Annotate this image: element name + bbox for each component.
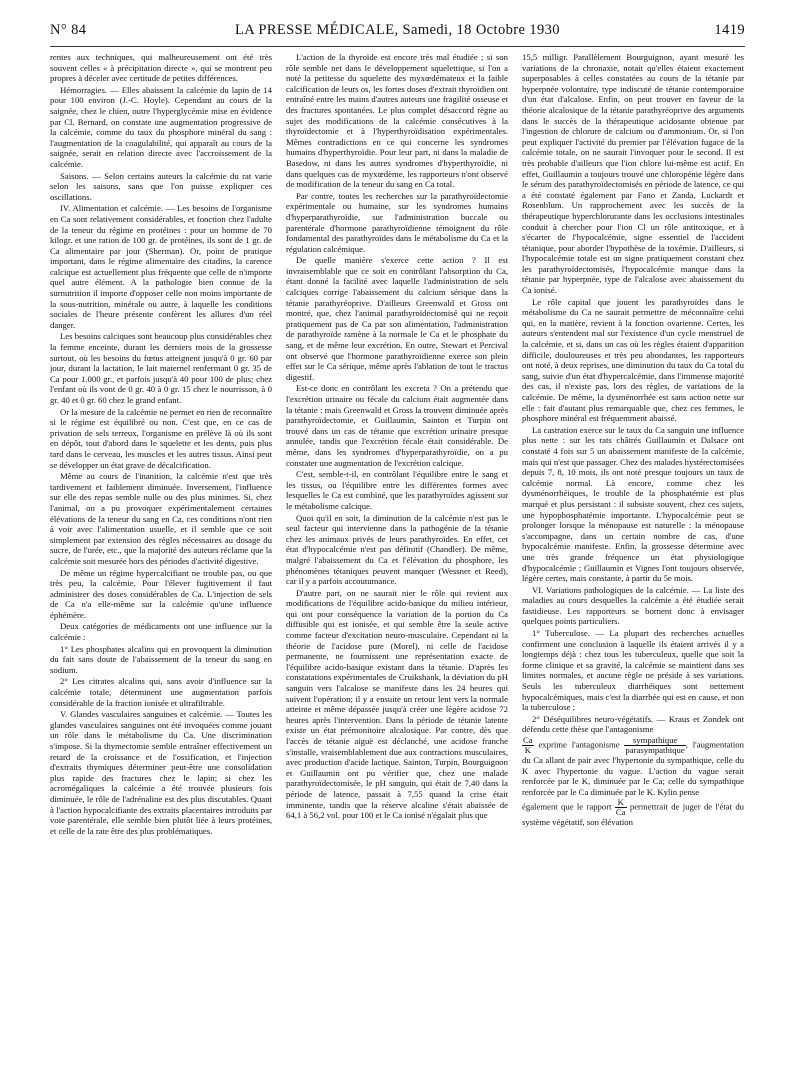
paragraph: C'est, semble-t-il, en contrôlant l'équilibre entre le sang et les tissus, ou l'équilibre entre les différentes formes avec lesquelles le Ca est combiné, que les parathyroïdes agissent sur le métabolisme calcique. — [286, 469, 508, 511]
running-header — [50, 22, 745, 44]
paragraph-tuberculose: 1° Tuberculose. — La plupart des recherches actuelles confirment une conclusion à laquelle ils étaient arrivés il y a longtemps déjà : chez tous les tuberculeux, quelle que soit la forme clinique et sa gravité, la calcémie se maintient dans ses limites normales, et aucune règle ne préside à ses variations. Seuls les tuberculeux diarrhéiques sont nettement hypocalcémiques, mais c'est la diarrhée qui est en cause, et non la tuberculose ; — [522, 628, 744, 713]
paragraph: Le rôle capital que jouent les parathyroïdes dans le métabolisme du Ca ne saurait permettre de méconnaître celui qui, en la matière, revient à la fonction ovarienne. Certes, les auteurs s'entendent mal sur l'existence d'un cycle menstruel de la calcémie, et si, dans un cas où les règles étaient d'apparition difficile, douloureuses et très peu abondantes, les rapporteurs ont noté, à deux reprises, une diminution du taux du Ca total du sang, suivie d'un état d'hypercalcémie, dans l'immense majorité des cas, il n'existe pas, lors des règles, de variations de la calcémie. De même, la dysménorrhée est sans action nette sur elle : fait d'autant plus remarquable que, chez ces femmes, le phosphore minéral est fréquemment abaissé. — [522, 296, 744, 424]
paragraph: Les besoins calciques sont beaucoup plus considérables chez la femme enceinte, durant les derniers mois de la grossesse surtout, où les besoins du fœtus atteignent jusqu'à 0 gr. 60 par jour, durant la lactation, le lait maternel renfermant 0 gr. 35 de Ca pour 1.000 gr., et parfois jusqu'à 40 pour 100 de plus; chez l'enfant où ils vont de 0 gr. 40 à 0 gr. 15 chez le nourrisson, à 0 gr. 40 et 0 gr. 60 chez le grand enfant. — [50, 331, 272, 405]
paragraph: De même un régime hypercalcifiant ne trouble pas, ou que très peu, la calcémie. Pour l'élever fugitivement il faut administrer des doses considérables de Ca. L'injection de sels de Ca n'a elle-même sur la calcémie qu'une influence éphémère. — [50, 567, 272, 620]
fraction-sympathique: $\frac{\text{sympathique}}{\text{parasympathique}}$ — [625, 735, 685, 755]
paragraph: Or la mesure de la calcémie ne permet en rien de reconnaître si le régime est équilibré ou non. C'est que, en ce cas de privation de sels terreux, l'organisme en prélève là où ils sont en dépôt, tout d'abord dans le squelette et les dents, puis plus tard dans le cerveau, les muscles et les autres tissus. Ainsi peut se développer un état grave de décalcification. — [50, 406, 272, 470]
formula-text: exprime l'antagonisme — [538, 739, 620, 750]
paragraph: Deux catégories de médicaments ont une influence sur la calcémie : — [50, 621, 272, 643]
issue-number: N° 84 — [50, 22, 87, 38]
section-vi-variations: VI. Variations pathologiques de la calcémie. — La liste des maladies au cours desquelles la calcémie a été étudiée serait fastidieuse. Les rapporteurs se bornent donc à envisager quelques points particuliers. — [522, 584, 744, 627]
paragraph: De quelle manière s'exerce cette action ? Il est invraisemblable que ce soit en contrôlant l'absorption du Ca, étant donné la facilité avec laquelle l'administration de sels calciques corrige l'abaissement du calcium sérique dans la tétanie parathyréoprive. D'ailleurs Greenwald et Gross ont montré, que, chez l'animal parathyroïdectomisé qui ne reçoit pratiquement pas de Ca par son alimentation, l'administration de parathyroïde ramène à la normale le Ca et le phosphate du sang, et de même leur excrétion. En outre, Stewart et Percival ont observé que l'hormone parathyroïdienne exerce son plein effet sur le Ca sérique, même après l'ablation de tout le tractus digestif. — [286, 255, 508, 382]
journal-title: LA PRESSE MÉDICALE, Samedi, 18 Octobre 1930 — [235, 22, 560, 38]
formula-paragraph — [522, 736, 744, 797]
paragraph: Est-ce donc en contrôlant les excreta ? On a prétendu que l'excrétion urinaire ou fécale du calcium était augmentée dans la tétanie : mais Greenwald et Gross la trouvent diminuée après parathyroïdectomie, et Guillaumin, Sainton et Turpin ont trouvé dans un cas de tétanie que excrétion urinaire presque annulée, tandis que l'excrétion fécale était considérable. De même, dans les syndromes d'hyperparathyroïdie, on a pu constater une augmentation de l'excrétion calcique. — [286, 383, 508, 468]
header-rule — [50, 46, 745, 47]
paragraph: rentes aux techniques, qui malheureusement ont été très souvent celles « à précipitation directe », qui se montrent peu propres à déceler avec certitude de petites différences. — [50, 52, 272, 84]
paragraph-desequilibres: 2° Déséquilibres neuro-végétatifs. — Kraus et Zondek ont défendu cette thèse que l'antagonisme — [522, 713, 744, 735]
formula-text: , l'augmentation du Ca allant de pair avec l'hypertonie du sympathique, celle du K avec l'hypertonie du vague. L'action du vague serait renforcée par le K, diminuée par le Ca; celle du sympathique renforcée par le Ca diminuée par le K. Kylin pense — [522, 739, 744, 797]
formula-text: également que le rapport — [522, 801, 612, 812]
fraction-k-ca: $\frac{K}{Ca}$ — [615, 797, 626, 818]
column-3 — [522, 52, 744, 1072]
paragraph: Par contre, toutes les recherches sur la parathyroïdectomie expérimentale ou humaine, sur les syndromes humains d'hyperparathyroïdie, sur l'administration buccale ou parentérale d'hormone parathyroïdienne témoignent du rôle fondamental des parathyroïdes dans le métabolisme du Ca et la régulation calcémique. — [286, 190, 508, 254]
formula-paragraph — [522, 798, 744, 828]
paragraph-thyroide: L'action de la thyroïde est encore très mal étudiée ; si son rôle semble net dans le développement squelettique, si l'on a noté la petitesse du squelette des myxœdémateux et la faible calcification de leurs os, les fortes doses d'extrait thyroïdien ont entraîné entre les mains d'autres auteurs une fragilité osseuse et des fractures spontanées. Le plus complet désaccord règne au sujet des modifications de la calcémie consécutives à la thyroïdectomie et à l'hyperthyroïdisation expérimentales. Mêmes contradictions en ce qui concerne les syndromes humains d'hyperthyroïdie. Pour leur part, ni dans la maladie de Basedow, ni dans les autres syndromes d'hyperthyroïdie, ni dans quelques cas de myxœdème, les rapporteurs n'ont observé de modification de la teneur du sang en Ca total. — [286, 52, 508, 190]
column-2 — [286, 52, 508, 1072]
column-1 — [50, 52, 272, 1072]
section-v-glandes: V. Glandes vasculaires sanguines et calcémie. — Toutes les glandes vasculaires sanguines ont été invoquées comme jouant un rôle dans le métabolisme du Ca. Une discrimination s'impose. Si la thymectomie semble entraîner effectivement un retard de la croissance et de l'ossification, et l'injection d'extraits thymiques déterminer peut-être une consolidation plus rapide des fractures chez le lapin; si chez les acromégaliques la calcémie a été trouvée plusieurs fois diminuée, le rôle de l'adrénaline est des plus discutables. Quant à l'action hypocalcifiante des extraits placentaires introduits par voie parentérale, elle semble bien plutôt liée à leurs protéines, et celle de la rate être des plus problématiques. — [50, 709, 272, 836]
list-item: 1° Les phosphates alcalins qui en provoquent la diminution du fait sans doute de l'abaissement de la teneur du sang en sodium. — [50, 643, 272, 675]
paragraph: La castration exerce sur le taux du Ca sanguin une influence plus nette : sur les rats châtrés Guillaumin et Dalsace ont constaté 4 fois sur 5 un abaissement manifeste de la calcémie, mais qui n'est que passager. Chez des malades hystérectomisées depuis 7, 8, 10 mois, ils ont noté presque toujours un taux de calcémie normal. Là encore, comme chez les dysménorrhéiques, le trouble de la phosphatémie est plus marqué et plus persistant : il subsiste souvent, chez ces sujets, une hypophosphatémie importante. L'hypocalcémie peut se prolonger lorsque la ménopause est naturelle : la ménopause s'accompagne, dans un certain nombre de cas, d'une hypocalcémie manifeste. Enfin, la grossesse détermine avec une très grande fréquence un état physiologique d'hypocalcémie ; Guillaumin et Vignes l'ont toujours observée, légère certes, mais constante, à partir du 5e mois. — [522, 424, 744, 584]
list-item: 2° Les citrates alcalins qui, sans avoir d'influence sur la calcémie totale, déterminent une augmentation parfois considérable de la fraction ionisée et ultrafiltrable. — [50, 676, 272, 708]
paragraph-hemorragies: Hémorragies. — Elles abaissent la calcémie du lapin de 14 pour 100 environ (J.-C. Hoyle). Cependant au cours de la saignée, chez le chien, outre l'hyperglycémie mise en évidence par Cl. Bernard, on constate une augmentation progressive de la calcémie, comme du taux du phosphore minéral du sang : l'augmentation de la coagulabilité, qui apparaît au cours de la saignée, serait en relation directe avec l'accroissement de la calcémie. — [50, 84, 272, 169]
paragraph: Même au cours de l'inanition, la calcémie n'est que très tardivement et faiblement diminuée. Inversement, l'influence sur elle des repas semble nulle ou des plus minimes. Si, chez l'animal, on a pu provoquer expérimentalement certaines élévations de la teneur du sang en Ca, ces conditions n'ont rien à voir avec l'alimentation usuelle, et il semble que ce soit simplement par extension des règles nécessaires au dosage du sucre, de l'urée, etc., que la majorité des auteurs réclame que la calcémie soit mesurée hors des périodes d'activité digestive. — [50, 471, 272, 566]
paragraph: Quoi qu'il en soit, la diminution de la calcémie n'est pas le seul facteur qui intervienne dans la pathogénie de la tétanie chez les animaux privés de leurs parathyroïdes. En effet, cet état d'hypocalcémie n'est pas définitif (Chandler). De même, malgré l'abaissement du Ca et l'élévation du phosphore, les phénomènes tétaniques peuvent manquer (Wessner et Reed), car il y a parfois accoutumance. — [286, 512, 508, 587]
page-number: 1419 — [714, 22, 745, 38]
paragraph-saisons: Saisons. — Selon certains auteurs la calcémie du rat varie selon les saisons, sans que l'on puisse expliquer ces oscillations. — [50, 170, 272, 202]
paragraph: 15,5 milligr. Parallèlement Bourguignon, ayant mesuré les variations de la chronaxie, notait qu'elles étaient exactement superposables à celles constatées au cours de la tétanie par hyperpnée volontaire, type indiscuté de tétanie contemporaine d'un état d'alcalose. Enfin, on peut trouver en faveur de la théorie alcalosique de la tétanie parathyréoprive des arguments dans le succès de la thérapeutique acidosante obtenue par l'ingestion de chlorure de calcium ou d'ammonium. Or, si l'on peut expliquer l'activité du premier par l'élévation fugace de la calcémie totale, on ne saurait l'invoquer pour le second. Il est très probable d'ailleurs que l'ion chlore lui-même est actif. En effet, Guillaumin a toujours trouvé une chloropénie légère dans le sérum des parathyroïdectomisés en période de latence, ce qui a été constaté également par Fano et Zanda, Luckardt et Rosenblum. Un rapprochement avec les succès de la thérapeutique hyperchlorurante dans les occlusions intestinales conduit à chercher pour l'ion Cl un rôle antitoxique, et à s'écarter de l'hypocalcémie, signe essentiel de l'accident tétanique, pour aborder l'hypothèse de la toxémie. D'ailleurs, si l'hypocalcémie totale est un signe pratiquement constant chez les parathyroïdectomisés, l'hypocalcémie manque dans la tétanie par hyperpnée, type de l'alcalose avec abaissement du Ca ionisé. — [522, 52, 744, 296]
section-iv-alimentation: IV. Alimentation et calcémie. — Les besoins de l'organisme en Ca sont relativement considérables, et fonction chez l'adulte de la teneur du régime en protéines : pour un homme de 70 kilogr. et une ration de 100 gr. de protéines, ils sont de 1 gr. de Ca alimentaire par jour (Sherman). Or, point de pratique important, dans le régime alimentaire des citadins, la carence calcique est actuellement plus fréquente que celle de n'importe quel autre élément. A la pathologie bien connue de la surnutrition il importe d'opposer celle non moins importante de la sous-nutrition, minérale ou autre, à laquelle les conditions sociales de l'heure présente confèrent les allures d'un réel danger. — [50, 203, 272, 330]
formula-text: permettrait de juger de l'état du système végétatif, son élévation — [522, 801, 744, 828]
paragraph: D'autre part, on ne saurait nier le rôle qui revient aux modifications de l'équilibre acido-basique du milieu intérieur, qui ont pour conséquence la variation de la portion du Ca diffusible qui est ionisée, et qui semble être la seule active comme facteur d'excitation neuro-musculaire. Cependant ni la théorie de l'acidose pure (Morel), ni celle de l'acidose permanente, ne fournissent une représentation exacte de l'équilibre acido-basique existant dans la tétanie. D'après les constatations expérimentales de Cruikshank, la déviation du pH sanguin vers l'alcalose se manifeste dans les 24 heures qui suivent l'opération; il y a ensuite un retour lent vers la normale atteinte et même dépassée jusqu'à créer une légère acidose 72 heures après l'intervention. Dans la période de tétanie latente existe un état prémonitoire alcalosique. Par contre, dès que l'accès de tétanie aiguë est déclanché, une acidose franche s'installe, vraisemblablement due aux contractions musculaires, avec production d'acide lactique. Sainton, Turpin, Bourguignon et Guillaumin ont pu vérifier que, chez une malade parathyroïdectomisée, le pH sanguin, qui était de 7,40 dans la période de latence, passait à 7,55 quand la crise était imminente, tandis que la réserve alcaline s'était abaissée de 64,1 à 56,2 vol. pour 100 et le Ca ionisé n'égalait plus que — [286, 587, 508, 821]
fraction-ca-k: $\frac{Ca}{K}$ — [523, 735, 533, 755]
